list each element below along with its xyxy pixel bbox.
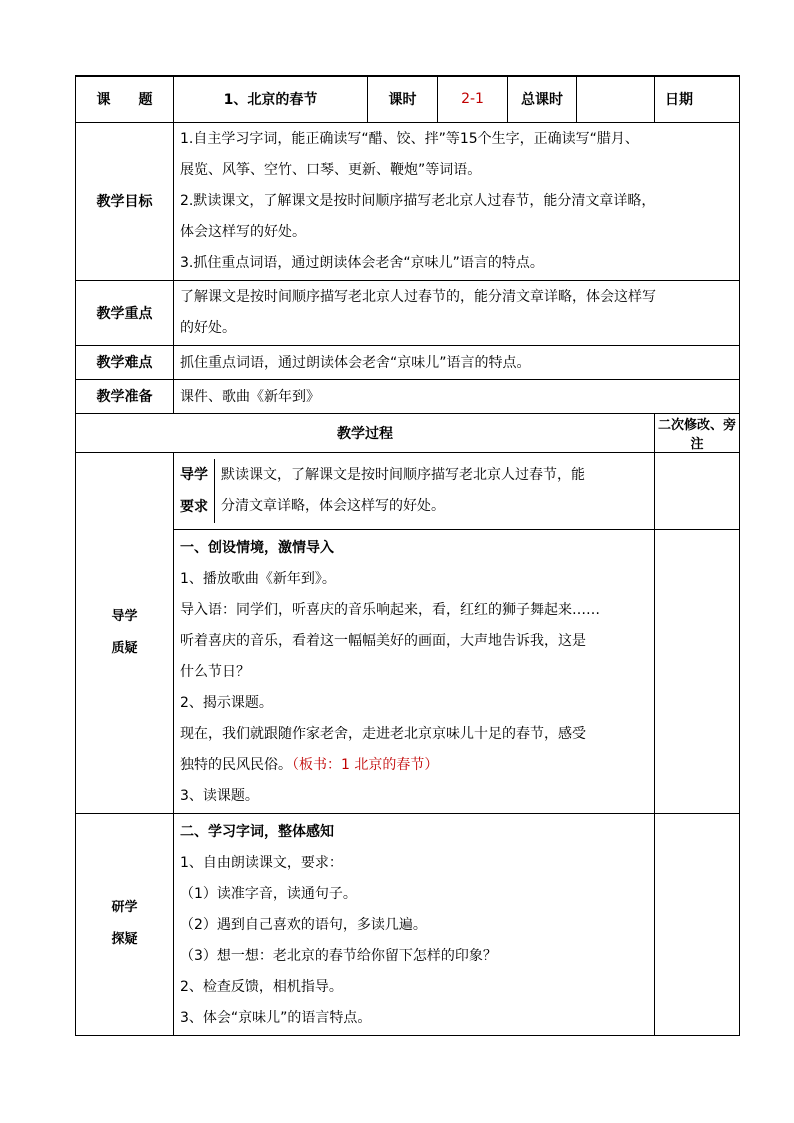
lesson-plan-table [75, 75, 740, 1036]
section2-line: 3、体会“京味儿”的语言特点。 [180, 1009, 372, 1026]
total-periods-label: 总课时 [508, 76, 577, 122]
section1-content [174, 529, 655, 813]
key-point-line: 了解课文是按时间顺序描写老北京人过春节的，能分清文章详略，体会这样写 [180, 288, 656, 305]
side-notes-label: 二次修改、旁注 [655, 413, 740, 452]
objective-line: 3.抓住重点词语，通过朗读体会老舍“京味儿”语言的特点。 [180, 254, 544, 271]
preparation-label: 教学准备 [76, 379, 174, 413]
section1-heading: 一、创设情境，激情导入 [180, 539, 334, 556]
header-row [76, 76, 740, 122]
section2-line: （3）想一想：老北京的春节给你留下怎样的印象？ [180, 947, 497, 964]
section2-line: 2、检查反馈，相机指导。 [180, 978, 343, 995]
objective-line: 1.自主学习字词，能正确读写“醋、饺、拌”等15个生字，正确读写“腊月、 [180, 130, 639, 147]
difficulties-row [76, 345, 740, 379]
section1-line: 1、播放歌曲《新年到》。 [180, 570, 336, 587]
board-note: （板书：1 北京的春节） [292, 756, 439, 773]
objective-line: 2.默读课文，了解课文是按时间顺序描写老北京人过春节，能分清文章详略， [180, 192, 656, 209]
section1-side-cell [76, 452, 174, 813]
key-points-label: 教学重点 [76, 280, 174, 345]
total-periods-value [577, 76, 655, 122]
section1-line: 听着喜庆的音乐，看着这一幅幅美好的画面，大声地告诉我，这是 [180, 632, 586, 649]
guide-row [76, 452, 740, 529]
guide-line: 默读课文，了解课文是按时间顺序描写老北京人过春节，能 [221, 466, 585, 483]
section2-side-note [655, 813, 740, 1035]
lesson-plan-page [75, 75, 739, 1036]
section1-line: 导入语：同学们，听喜庆的音乐响起来，看，红红的狮子舞起来…… [180, 601, 600, 618]
section1-line: 现在，我们就跟随作家老舍，走进老北京京味儿十足的春节，感受 [180, 725, 586, 742]
objectives-content [174, 122, 740, 280]
process-label: 教学过程 [76, 413, 655, 452]
guide-line: 分清文章详略，体会这样写的好处。 [221, 497, 445, 514]
process-header-row [76, 413, 740, 452]
preparation-row [76, 379, 740, 413]
objectives-label: 教学目标 [76, 122, 174, 280]
section1-side-label: 导学 质疑 [111, 608, 138, 656]
section1-line: 什么节日？ [180, 663, 250, 680]
date-label: 日期 [655, 76, 740, 122]
objective-line: 体会这样写的好处。 [180, 223, 306, 240]
topic-label: 课 题 [76, 76, 174, 122]
key-points-row [76, 280, 740, 345]
lesson-title: 1、北京的春节 [174, 76, 368, 122]
preparation-content: 课件、歌曲《新年到》 [174, 379, 740, 413]
section2-side-label: 研学 探疑 [111, 900, 138, 947]
section2-row [76, 813, 740, 1035]
objectives-row [76, 122, 740, 280]
section2-line: （2）遇到自己喜欢的语句，多读几遍。 [180, 916, 427, 933]
key-point-line: 的好处。 [180, 319, 236, 336]
section1-line: 2、揭示课题。 [180, 694, 273, 711]
section2-line: （1）读准字音，读通句子。 [180, 885, 357, 902]
guide-content [215, 459, 655, 523]
section1-line: 独特的民风民俗。（板书：1 北京的春节） [180, 756, 439, 773]
section1-line: 3、读课题。 [180, 787, 259, 804]
difficulties-content: 抓住重点词语，通过朗读体会老舍“京味儿”语言的特点。 [174, 345, 740, 379]
guide-side-note [655, 452, 740, 529]
section1-row [76, 529, 740, 813]
difficulties-label: 教学难点 [76, 345, 174, 379]
period-label: 课时 [368, 76, 438, 122]
period-value: 2-1 [438, 76, 508, 122]
objective-line: 展览、风筝、空竹、口琴、更新、鞭炮”等词语。 [180, 161, 482, 178]
key-points-content [174, 280, 740, 345]
section2-content [174, 813, 655, 1035]
section2-side-cell [76, 813, 174, 1035]
section1-side-note [655, 529, 740, 813]
section2-line: 1、自由朗读课文，要求： [180, 854, 343, 871]
guide-label: 导学 要求 [174, 459, 215, 523]
section2-heading: 二、学习字词，整体感知 [180, 823, 334, 840]
